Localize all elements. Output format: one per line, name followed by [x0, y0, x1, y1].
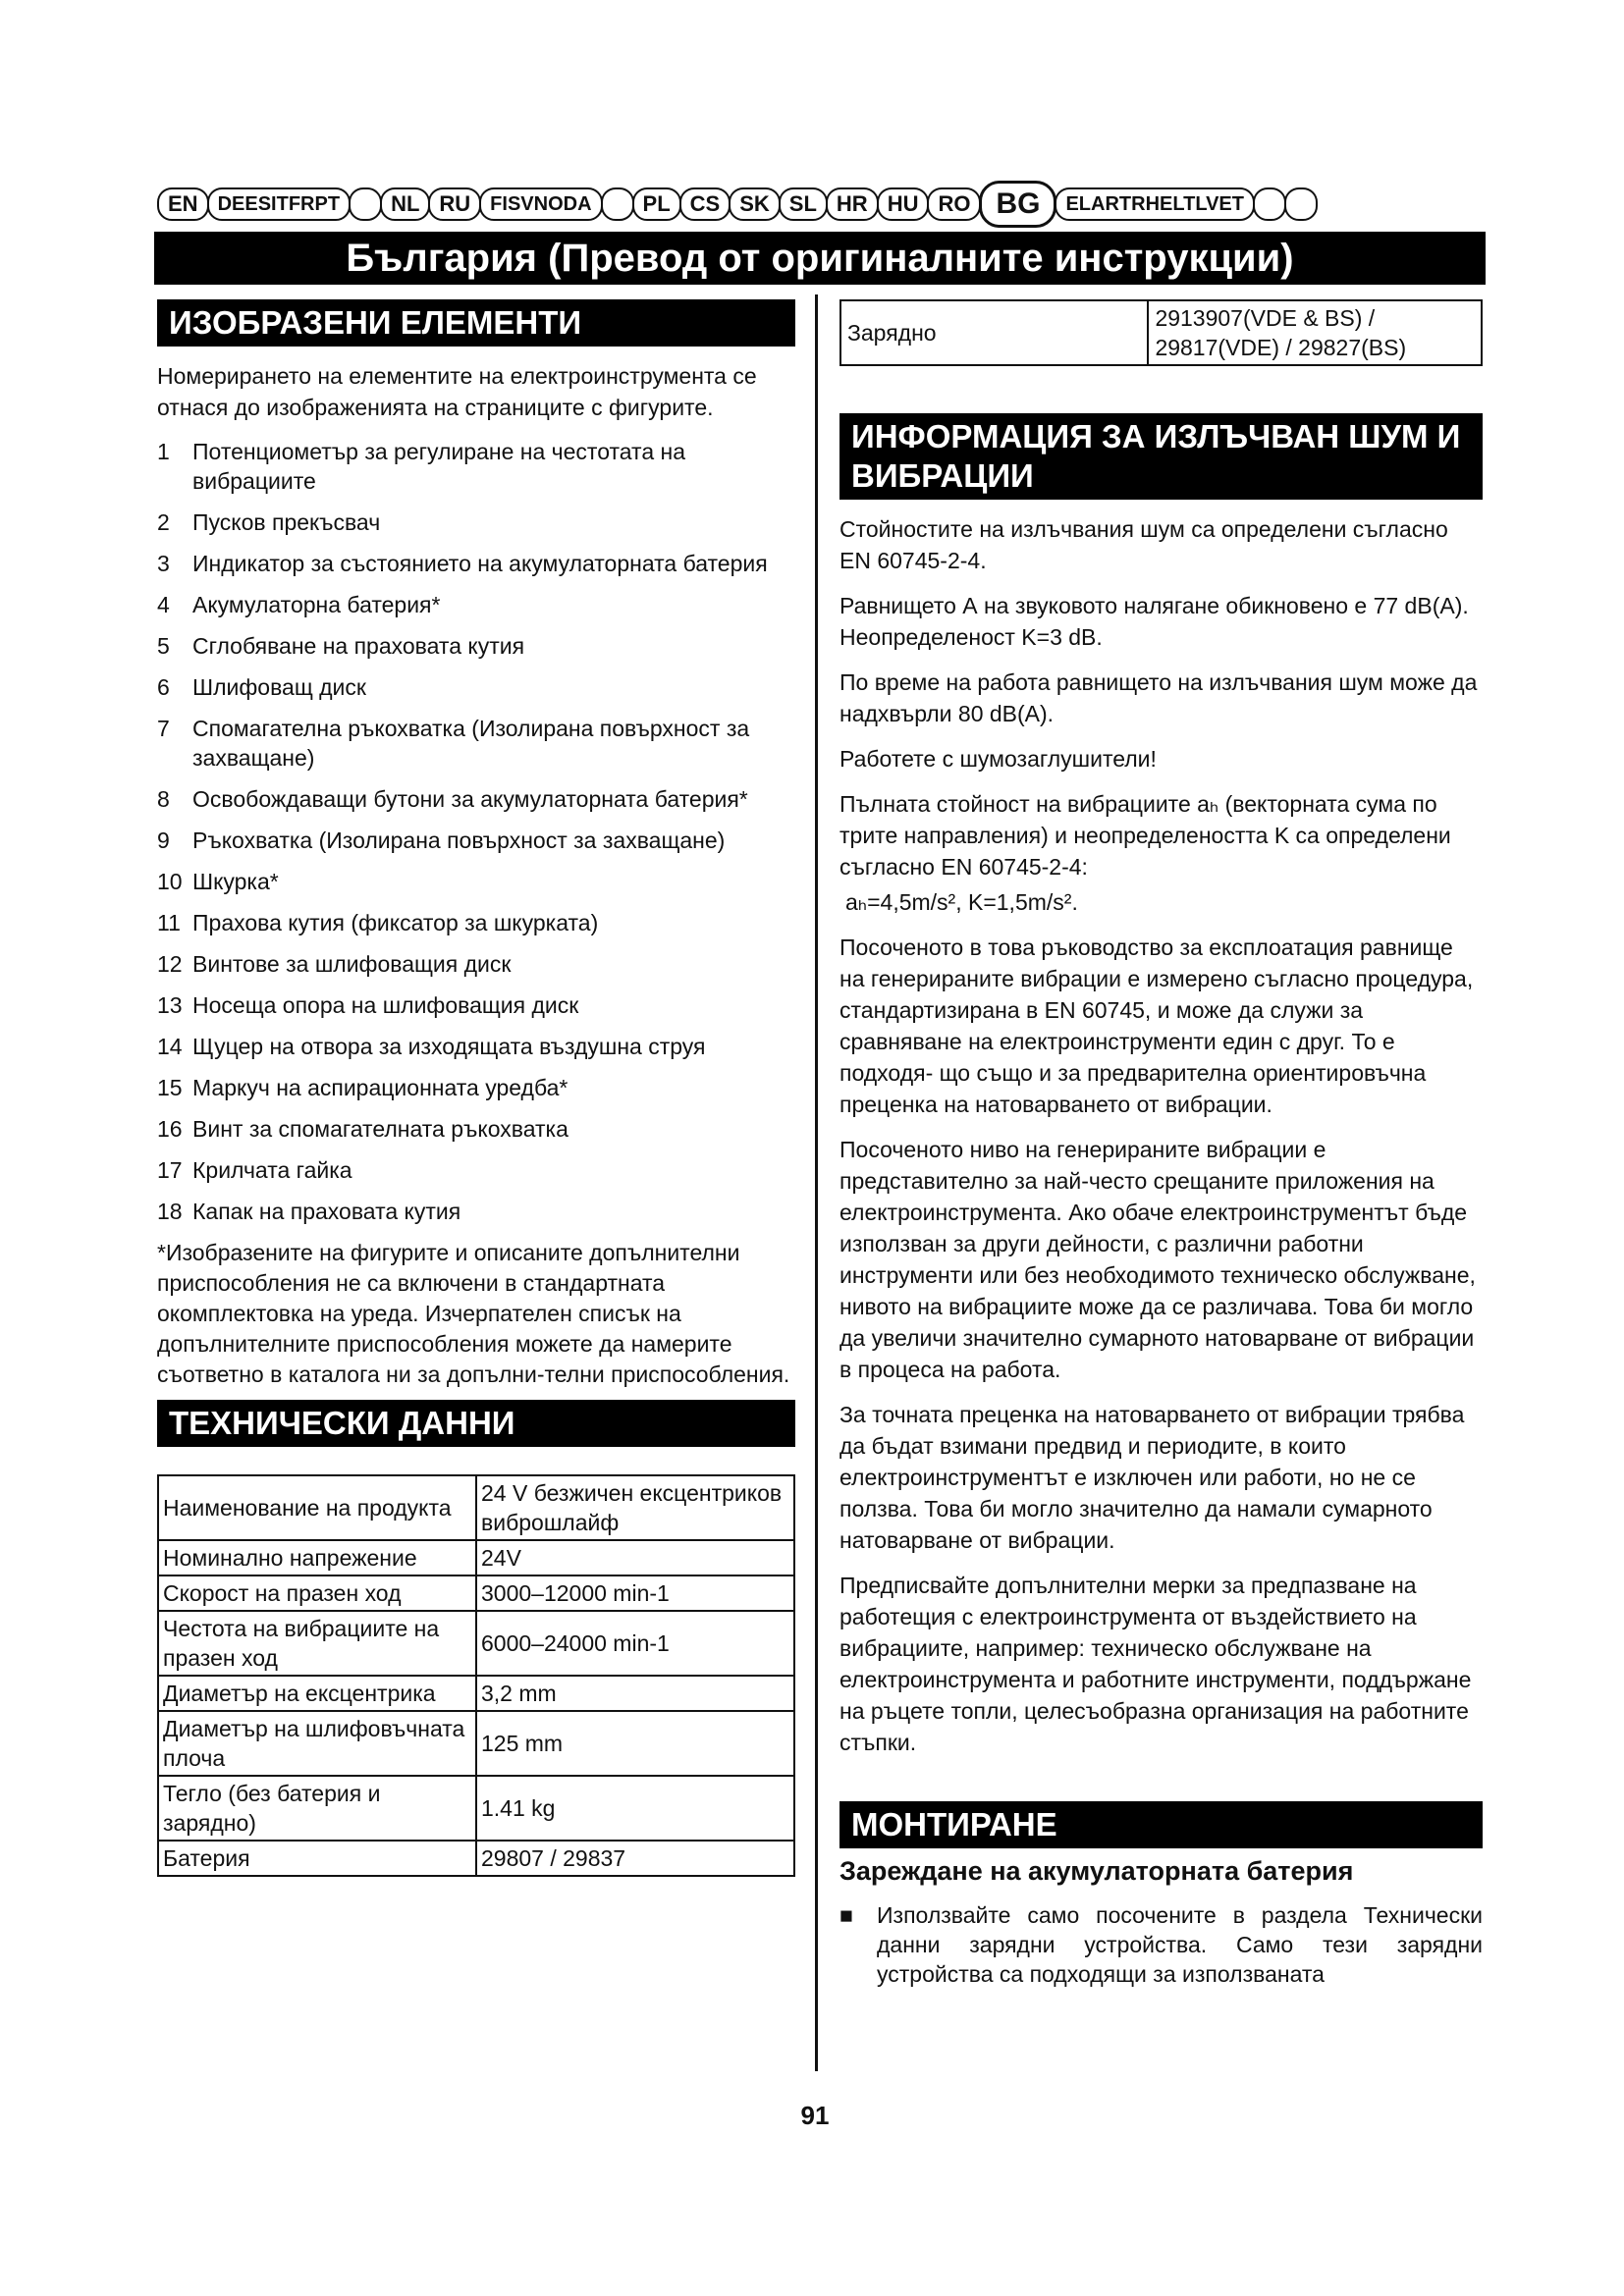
charger-value: 2913907(VDE & BS) / 29817(VDE) / 29827(BS) [1148, 300, 1482, 365]
lang-tab-nl[interactable]: NL [380, 187, 430, 221]
lang-tab-ro[interactable]: RO [927, 187, 981, 221]
noise-p2: Равнището А на звуковото налягане обикновено е 77 dB(A). Неопределеност K=3 dB. [839, 593, 1469, 650]
noise-p10: Предписвайте допълнителни мерки за предпазване на работещия с електроинструмента от въздействието на вибрациите, например: техническо обслужване на електроинструмента и работните инструменти, поддържане на ръцете топли, целесъобразна организация на работните стъпки. [839, 1573, 1472, 1755]
column-divider [815, 294, 818, 2071]
language-bar [157, 187, 1492, 222]
lang-da: DA [563, 193, 592, 215]
item-number: 11 [157, 910, 181, 935]
list-item [157, 867, 795, 896]
lang-tab-blank [1253, 187, 1286, 221]
item-number: 13 [157, 992, 183, 1018]
tech-label: Диаметър на ексцентрика [158, 1676, 476, 1711]
list-item [157, 1073, 795, 1102]
item-number: 18 [157, 1199, 183, 1224]
lang-tab-en[interactable]: EN [157, 187, 209, 221]
tech-value: 125 mm [476, 1711, 794, 1776]
tech-value: 3,2 mm [476, 1676, 794, 1711]
lang-et: ET [1218, 193, 1244, 215]
item-label: Маркуч на аспирационната уредба* [192, 1075, 568, 1100]
item-number: 9 [157, 828, 170, 853]
lang-pt: PT [314, 193, 341, 215]
charger-label: Зарядно [840, 300, 1148, 365]
noise-p5: Пълната стойност на вибрациите aₕ (векторната сума по трите направления) и неопределеността K са определени съгласно EN 60745-2-4: [839, 791, 1451, 880]
table-row [840, 300, 1482, 365]
table-row [158, 1575, 794, 1611]
tech-value: 24V [476, 1540, 794, 1575]
accessories-note: *Изобразените на фигурите и описаните допълнителни приспособления не са включени в стандартната окомплектовка на уреда. Изчерпателен списък на допълнителните приспособления можете да намерите съответно в каталога ни за допълни-телни приспособления. [157, 1240, 790, 1387]
table-row [158, 1841, 794, 1876]
list-item [157, 908, 795, 937]
list-item [157, 714, 795, 773]
noise-p3: По време на работа равнището на излъчвания шум може да надхвърли 80 dB(A). [839, 669, 1478, 726]
list-item [157, 784, 795, 814]
lang-de: DE [217, 193, 245, 215]
noise-p1: Стойностите на излъчвания шум са определени съгласно EN 60745-2-4. [839, 516, 1448, 573]
item-number: 5 [157, 633, 170, 659]
item-number: 6 [157, 674, 170, 700]
item-label: Прахова кутия (фиксатор за шкурката) [192, 910, 599, 935]
item-label: Акумулаторна батерия* [192, 592, 441, 617]
noise-p8: Посоченото ниво на генерираните вибрации е представително за най-често срещаните приложения на електроинструмента. Ако обаче електроинструментът бъде използван за други дейности, с различни работни инструменти или без необходимото техническо обслужване, нивото на вибрациите може да се различава. Това би могло да увеличи значително сумарното натоварване от вибрации в процеса на работа. [839, 1137, 1476, 1382]
lang-ar: AR [1091, 193, 1119, 215]
tech-label: Номинално напрежение [158, 1540, 476, 1575]
list-item [157, 507, 795, 537]
table-row [158, 1676, 794, 1711]
item-label: Винтове за шлифоващия диск [192, 951, 512, 977]
item-label: Щуцер на отвора за изходящата въздушна струя [192, 1034, 706, 1059]
tech-value: 24 V безжичен ексцентриков виброшлайф [476, 1475, 794, 1540]
section-heading-elements: ИЗОБРАЗЕНИ ЕЛЕМЕНТИ [157, 299, 795, 347]
subheading-battery-charging: Зареждане на акумулаторната батерия [839, 1856, 1354, 1886]
lang-tab-blank [601, 187, 634, 221]
item-label: Спомагателна ръкохватка (Изолирана повърхност за захващане) [192, 716, 750, 771]
lang-fi: FI [490, 193, 508, 215]
tech-label: Диаметър на шлифовъчната плоча [158, 1711, 476, 1776]
tech-label: Наименование на продукта [158, 1475, 476, 1540]
right-column [839, 299, 1483, 1989]
list-item [157, 1155, 795, 1185]
lang-lv: LV [1195, 193, 1219, 215]
noise-p6: aₕ=4,5m/s², K=1,5m/s². [845, 889, 1078, 915]
item-number: 16 [157, 1116, 183, 1142]
lang-tab-hr[interactable]: HR [826, 187, 879, 221]
list-item [157, 590, 795, 619]
noise-p4: Работете с шумозаглушители! [839, 746, 1157, 772]
list-item [157, 949, 795, 979]
item-label: Сглобяване на праховата кутия [192, 633, 525, 659]
lang-el: EL [1065, 193, 1092, 215]
item-label: Потенциометър за регулиране на честотата на вибрациите [192, 439, 685, 494]
tech-label: Честота на вибрациите на празен ход [158, 1611, 476, 1676]
list-item [157, 826, 795, 855]
item-label: Шлифоващ диск [192, 674, 366, 700]
lang-tab-pl[interactable]: PL [632, 187, 681, 221]
list-item [157, 549, 795, 578]
item-label: Индикатор за състоянието на акумулаторната батерия [192, 551, 768, 576]
bullet-text: Използвайте само посочените в раздела Технически данни зарядни устройства. Само тези зарядни устройства са подходящи за използваната [877, 1902, 1483, 1987]
list-item [157, 1197, 795, 1226]
lang-lt: LT [1172, 193, 1196, 215]
tech-value: 29807 / 29837 [476, 1841, 794, 1876]
tech-label: Батерия [158, 1841, 476, 1876]
tech-value: 6000–24000 min-1 [476, 1611, 794, 1676]
item-label: Ръкохватка (Изолирана повърхност за захващане) [192, 828, 726, 853]
item-label: Носеща опора на шлифоващия диск [192, 992, 579, 1018]
tech-data-table [157, 1474, 795, 1877]
tech-label: Скорост на празен ход [158, 1575, 476, 1611]
lang-es: ES [244, 193, 272, 215]
list-item [157, 990, 795, 1020]
list-item [157, 437, 795, 496]
lang-tab-cs[interactable]: CS [679, 187, 731, 221]
elements-intro: Номерирането на елементите на електроинструмента се отнася до изображенията на страниците с фигурите. [157, 363, 757, 420]
item-label: Крилчата гайка [192, 1157, 352, 1183]
item-number: 14 [157, 1034, 183, 1059]
item-number: 4 [157, 592, 170, 617]
lang-tab-sk[interactable]: SK [729, 187, 781, 221]
item-label: Освобождаващи бутони за акумулаторната батерия* [192, 786, 748, 812]
item-number: 7 [157, 716, 170, 741]
lang-tab-fi-sv-no-da[interactable] [479, 187, 602, 221]
item-label: Пусков прекъсвач [192, 509, 381, 535]
lang-it: IT [271, 193, 289, 215]
lang-tab-blank [349, 187, 382, 221]
page-number: 91 [800, 2101, 830, 2130]
list-item [157, 1114, 795, 1144]
item-label: Винт за спомагателната ръкохватка [192, 1116, 568, 1142]
lang-he: HE [1145, 193, 1173, 215]
left-column [157, 299, 795, 1877]
lang-tab-ru[interactable]: RU [428, 187, 481, 221]
table-row [158, 1776, 794, 1841]
charger-table [839, 299, 1483, 366]
lang-fr: FR [288, 193, 315, 215]
lang-tab-hu[interactable]: HU [877, 187, 930, 221]
square-bullet-icon: ■ [839, 1902, 853, 1928]
lang-tab-sl[interactable]: SL [779, 187, 828, 221]
item-label: Капак на праховата кутия [192, 1199, 461, 1224]
table-row [158, 1611, 794, 1676]
item-number: 8 [157, 786, 170, 812]
lang-sv: SV [507, 193, 534, 215]
item-label: Шкурка* [192, 869, 279, 894]
lang-tab-bg-active[interactable]: BG [979, 181, 1056, 228]
tech-value: 3000–12000 min-1 [476, 1575, 794, 1611]
item-number: 10 [157, 869, 183, 894]
item-number: 1 [157, 439, 170, 464]
elements-list [157, 437, 795, 1226]
item-number: 2 [157, 509, 170, 535]
page-title: България (Превод от оригиналните инструкции) [154, 232, 1486, 285]
item-number: 12 [157, 951, 183, 977]
section-heading-noise: ИНФОРМАЦИЯ ЗА ИЗЛЪЧВАН ШУМ И ВИБРАЦИИ [839, 413, 1483, 500]
table-row [158, 1711, 794, 1776]
item-number: 15 [157, 1075, 183, 1100]
section-heading-tech: ТЕХНИЧЕСКИ ДАННИ [157, 1400, 795, 1447]
lang-tab-el-ar-tr-he-lt-lv-et[interactable] [1055, 187, 1255, 221]
lang-tr: TR [1118, 193, 1146, 215]
item-number: 17 [157, 1157, 183, 1183]
lang-tab-blank [1284, 187, 1318, 221]
lang-no: NO [533, 193, 564, 215]
noise-p7: Посоченото в това ръководство за експлоатация равнище на генерираните вибрации е измерено съгласно процедура, стандартизирана в EN 60745, и може да служи за сравняване на електроинструменти един с друг. То е подходя- що също и за предварителна ориентировъчна преценка на натоварването от вибрации. [839, 934, 1474, 1117]
list-item [157, 1032, 795, 1061]
item-number: 3 [157, 551, 170, 576]
list-item [157, 672, 795, 702]
table-row [158, 1540, 794, 1575]
table-row [158, 1475, 794, 1540]
list-item [157, 631, 795, 661]
lang-tab-de-es-it-fr-pt[interactable] [207, 187, 352, 221]
section-heading-assembly: МОНТИРАНЕ [839, 1801, 1483, 1848]
bullet-item [839, 1900, 1483, 1989]
tech-value: 1.41 kg [476, 1776, 794, 1841]
noise-p9: За точната преценка на натоварването от вибрации трябва да бъдат взимани предвид и периодите, в които електроинструментът е изключен или работи, но не се ползва. Това би могло значително да намали сумарното натоварване от вибрации. [839, 1402, 1465, 1553]
tech-label: Тегло (без батерия и зарядно) [158, 1776, 476, 1841]
